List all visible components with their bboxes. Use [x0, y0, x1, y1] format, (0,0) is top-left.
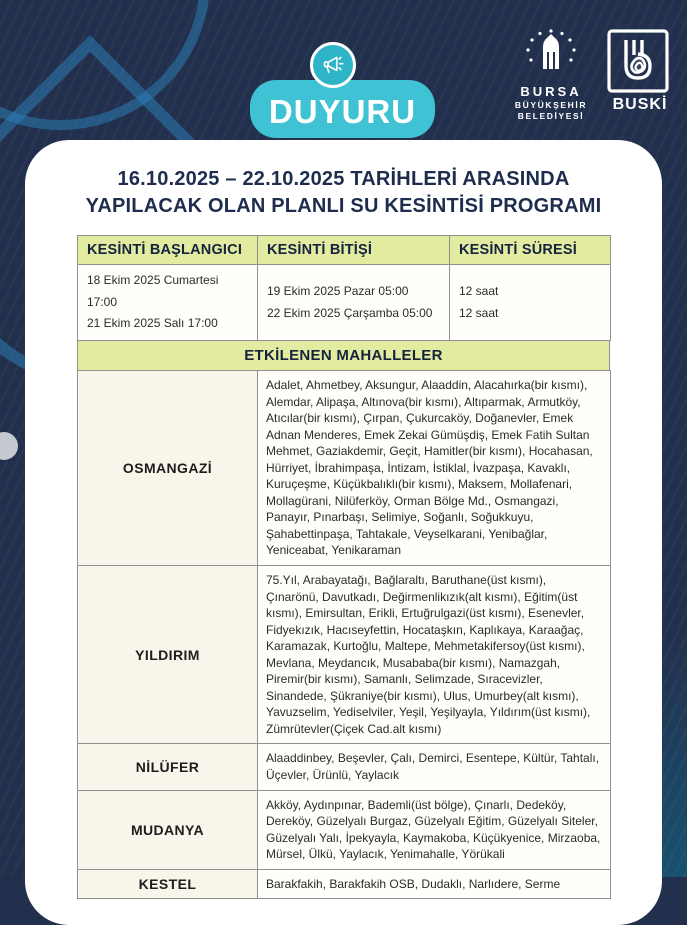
bursa-logo-line2: BÜYÜKŞEHİR	[514, 100, 588, 110]
title-line-2: YAPILACAK OLAN PLANLI SU KESİNTİSİ PROGRAMI	[85, 194, 602, 217]
buski-logo	[604, 28, 676, 114]
column-header-duration: KESİNTİ SÜRESİ	[450, 236, 611, 265]
bursa-municipality-logo	[503, 26, 599, 121]
end-time-1: 19 Ekim 2025 Pazar 05:00	[267, 283, 409, 298]
buski-logo-label: BUSKİ	[612, 96, 668, 113]
district-areas: 75.Yıl, Arabayatağı, Bağlaraltı, Baruthane(üst kısmı), Çınarönü, Davutkadı, Değirmenlikızık(alt kısmı), Eğitim(üst kısmı), Emirsultan, Erikli, Ertuğrulgazi(üst kısmı), Esenevler, Fidyekızık, Hacıseyfettin, Hocataşkın, Kaplıkaya, Karaağaç, Karamazak, Kurtoğlu, Maltepe, Mehmetakifersoy(üst kısmı), Mevlana, Meydancık, Musababa(bir kısmı), Namazgah, Piremir(bir kısmı), Samanlı, Selimzade, Sıracevizler, Sinandede, Şükraniye(bir kısmı), Ulus, Umurbey(alt kısmı), Yavuzselim, Yediselviler, Yeşil, Yeşilyayla, Yıldırım(üst kısmı), Zümrütevler(Çiçek Cad.alt kısmı)	[258, 565, 611, 743]
outage-tables	[77, 235, 610, 899]
district-areas: Barakfakih, Barakfakih OSB, Dudaklı, Narlıdere, Serme	[258, 869, 611, 899]
district-name: YILDIRIM	[78, 565, 258, 743]
bursa-logo-line3: BELEDİYESİ	[517, 111, 585, 121]
announcement-card	[25, 140, 662, 925]
duration-1: 12 saat	[459, 283, 499, 298]
schedule-header-row	[78, 236, 611, 265]
district-areas: Akköy, Aydınpınar, Bademli(üst bölge), Çınarlı, Dedeköy, Dereköy, Güzelyalı Burgaz, Güzelyalı Eğitim, Güzelyalı Siteler, Güzelyalı Yalı, İpekyayla, Kaymakoba, Küçükyenice, Mirzaoba, Mürsel, Ülkü, Yaylacık, Yenimahalle, Yörükali	[258, 790, 611, 869]
start-time-1: 18 Ekim 2025 Cumartesi 17:00	[87, 273, 219, 309]
district-row-mudanya	[78, 790, 611, 869]
district-row-nilufer	[78, 744, 611, 790]
district-name: MUDANYA	[78, 790, 258, 869]
megaphone-icon	[310, 42, 356, 88]
district-name: NİLÜFER	[78, 744, 258, 790]
district-name: OSMANGAZİ	[78, 370, 258, 565]
district-row-osmangazi	[78, 370, 611, 565]
announcement-badge-pill	[250, 80, 435, 138]
district-row-kestel	[78, 869, 611, 899]
district-areas: Alaaddinbey, Beşevler, Çalı, Demirci, Esentepe, Kültür, Tahtalı, Üçevler, Ürünlü, Yaylacık	[258, 744, 611, 790]
start-times-cell	[78, 265, 258, 341]
page-title	[77, 166, 610, 219]
district-areas: Adalet, Ahmetbey, Aksungur, Alaaddin, Alacahırka(bir kısmı), Alemdar, Alipaşa, Altınova(bir kısmı), Altıparmak, Armutköy, Atıcılar(bir kısmı), Çırpan, Çukurcaköy, Doğanevler, Emek Adnan Menderes, Emek Zekai Gümüşdiş, Emek Fatih Sultan Mehmet, Gaziakdemir, Geçit, Hamitler(bir kısmı), Hocahasan, Hürriyet, İbrahimpaşa, İntizam, İstiklal, İvazpaşa, Kavaklı, Kuruçeşme, Küçükbalıklı(bir kısmı), Maksem, Mollafenari, Mollagürani, Nilüferköy, Orman Bölge Md., Osmangazi, Panayır, Pınarbaşı, Selimiye, Soğanlı, Soğukkuyu, Şahabettinpaşa, Tahtakale, Veyselkarani, Yenibağlar, Yeniceabat, Yenikaraman	[258, 370, 611, 565]
start-time-2: 21 Ekim 2025 Salı 17:00	[87, 316, 218, 331]
district-name: KESTEL	[78, 869, 258, 899]
side-circle-decoration	[0, 432, 18, 460]
announcement-badge-label: DUYURU	[268, 93, 417, 130]
end-times-cell	[258, 265, 450, 341]
affected-neighborhoods-header: ETKİLENEN MAHALLELER	[77, 340, 610, 371]
column-header-end: KESİNTİ BİTİŞİ	[258, 236, 450, 265]
bursa-emblem-icon	[503, 26, 599, 82]
schedule-data-row	[78, 265, 611, 341]
title-line-1: 16.10.2025 – 22.10.2025 TARİHLERİ ARASINDA	[117, 168, 570, 190]
end-time-2: 22 Ekim 2025 Çarşamba 05:00	[267, 305, 433, 320]
durations-cell	[450, 265, 611, 341]
duration-2: 12 saat	[459, 305, 499, 320]
district-row-yildirim	[78, 565, 611, 743]
schedule-table	[77, 235, 611, 341]
bursa-logo-line1: BURSA	[520, 84, 582, 99]
districts-table	[77, 370, 611, 899]
column-header-start: KESİNTİ BAŞLANGICI	[78, 236, 258, 265]
buski-drop-icon	[604, 28, 672, 94]
